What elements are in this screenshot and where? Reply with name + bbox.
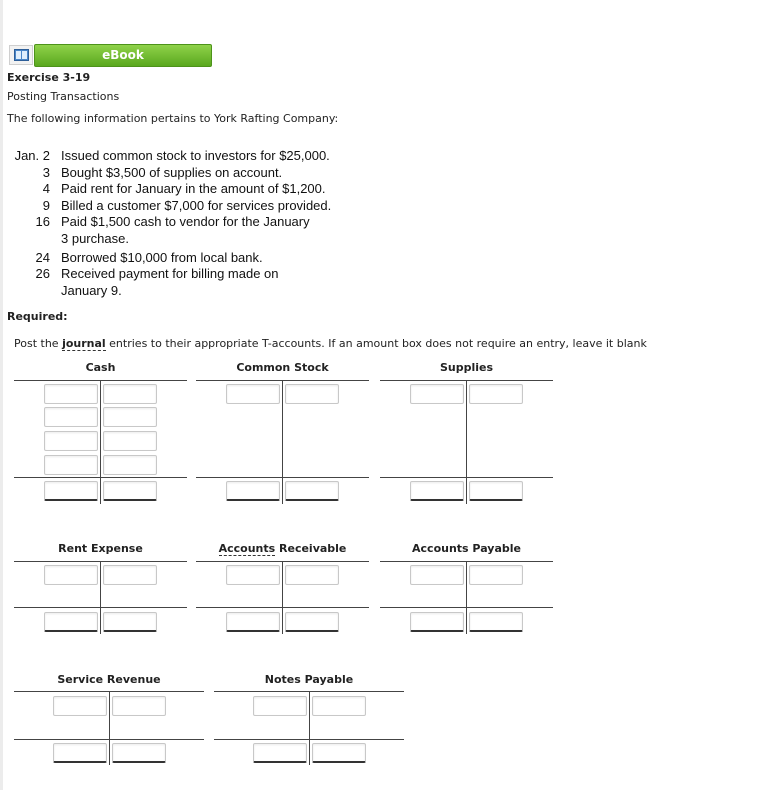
cash-debit-input[interactable] <box>44 431 98 451</box>
txn-text: Paid rent for January in the amount of $1,200. <box>61 181 326 196</box>
instructions-post: entries to their appropriate T-accounts. If an amount box does not require an entry, leave it blank <box>105 337 647 350</box>
common-stock-debit-input[interactable] <box>226 384 280 404</box>
cash-debit-input[interactable] <box>44 384 98 404</box>
accounts-receivable-credit-total-input[interactable] <box>285 612 339 632</box>
book-icon[interactable] <box>9 45 33 65</box>
txn-date: Jan. 2 <box>14 148 50 163</box>
txn-text: Paid $1,500 cash to vendor for the January <box>61 214 310 229</box>
instructions-pre: Post the <box>14 337 63 350</box>
txn-text: Received payment for billing made on <box>61 266 279 281</box>
account-title-service-revenue: Service Revenue <box>57 673 161 686</box>
common-stock-credit-total-input[interactable] <box>285 481 339 501</box>
txn-text: Issued common stock to investors for $25,000. <box>61 148 330 163</box>
accounts-receivable-debit-total-input[interactable] <box>226 612 280 632</box>
notes-payable-credit-input[interactable] <box>312 696 366 716</box>
t-account-divider <box>466 561 467 634</box>
cash-credit-input[interactable] <box>103 384 157 404</box>
supplies-credit-total-input[interactable] <box>469 481 523 501</box>
notes-payable-credit-total-input[interactable] <box>312 743 366 763</box>
t-account-divider <box>109 691 110 765</box>
cash-credit-input[interactable] <box>103 407 157 427</box>
accounts-payable-debit-input[interactable] <box>410 565 464 585</box>
common-stock-credit-input[interactable] <box>285 384 339 404</box>
service-revenue-debit-total-input[interactable] <box>53 743 107 763</box>
txn-text: Borrowed $10,000 from local bank. <box>61 250 263 265</box>
service-revenue-credit-total-input[interactable] <box>112 743 166 763</box>
t-account-divider <box>100 561 101 634</box>
t-account-divider <box>466 380 467 504</box>
accounts-receivable-credit-input[interactable] <box>285 565 339 585</box>
account-title-cash: Cash <box>85 361 116 374</box>
account-title-accounts-payable: Accounts Payable <box>412 542 521 555</box>
t-account-divider <box>282 561 283 634</box>
txn-date: 24 <box>35 250 50 265</box>
cash-credit-input[interactable] <box>103 455 157 475</box>
supplies-credit-input[interactable] <box>469 384 523 404</box>
service-revenue-debit-input[interactable] <box>53 696 107 716</box>
t-account-divider <box>100 380 101 504</box>
account-title-notes-payable: Notes Payable <box>264 673 354 686</box>
accounts-payable-credit-input[interactable] <box>469 565 523 585</box>
txn-date: 9 <box>42 198 50 213</box>
cash-debit-total-input[interactable] <box>44 481 98 501</box>
txn-date: 3 <box>42 165 50 180</box>
exercise-title: Posting Transactions <box>7 90 120 103</box>
account-title-rent-expense: Rent Expense <box>58 542 143 555</box>
txn-text: 3 purchase. <box>61 231 129 246</box>
txn-date: 26 <box>35 266 50 281</box>
notes-payable-debit-total-input[interactable] <box>253 743 307 763</box>
t-account-divider <box>282 380 283 504</box>
cash-credit-total-input[interactable] <box>103 481 157 501</box>
txn-text: January 9. <box>61 283 122 298</box>
instructions <box>14 337 647 350</box>
account-title-supplies: Supplies <box>439 361 494 374</box>
accounts-link[interactable]: Accounts <box>218 542 276 555</box>
required-label: Required: <box>7 310 68 323</box>
exercise-number: Exercise 3-19 <box>7 71 91 84</box>
rent-expense-credit-input[interactable] <box>103 565 157 585</box>
rent-expense-credit-total-input[interactable] <box>103 612 157 632</box>
t-account-divider <box>309 691 310 765</box>
rent-expense-debit-total-input[interactable] <box>44 612 98 632</box>
ebook-button[interactable]: eBook <box>34 44 212 67</box>
account-title-common-stock: Common Stock <box>236 361 329 374</box>
txn-date: 4 <box>42 181 50 196</box>
accounts-payable-debit-total-input[interactable] <box>410 612 464 632</box>
supplies-debit-input[interactable] <box>410 384 464 404</box>
accounts-payable-credit-total-input[interactable] <box>469 612 523 632</box>
window-frame <box>0 0 3 790</box>
accounts-receivable-debit-input[interactable] <box>226 565 280 585</box>
intro-text: The following information pertains to York Rafting Company: <box>7 112 339 125</box>
account-title-accounts-receivable <box>196 542 369 555</box>
rent-expense-debit-input[interactable] <box>44 565 98 585</box>
txn-text: Billed a customer $7,000 for services provided. <box>61 198 332 213</box>
notes-payable-debit-input[interactable] <box>253 696 307 716</box>
txn-date: 16 <box>35 214 50 229</box>
receivable-label: Receivable <box>275 542 347 555</box>
cash-debit-input[interactable] <box>44 455 98 475</box>
supplies-debit-total-input[interactable] <box>410 481 464 501</box>
common-stock-debit-total-input[interactable] <box>226 481 280 501</box>
txn-text: Bought $3,500 of supplies on account. <box>61 165 283 180</box>
journal-link[interactable]: journal <box>62 337 106 350</box>
service-revenue-credit-input[interactable] <box>112 696 166 716</box>
cash-credit-input[interactable] <box>103 431 157 451</box>
cash-debit-input[interactable] <box>44 407 98 427</box>
